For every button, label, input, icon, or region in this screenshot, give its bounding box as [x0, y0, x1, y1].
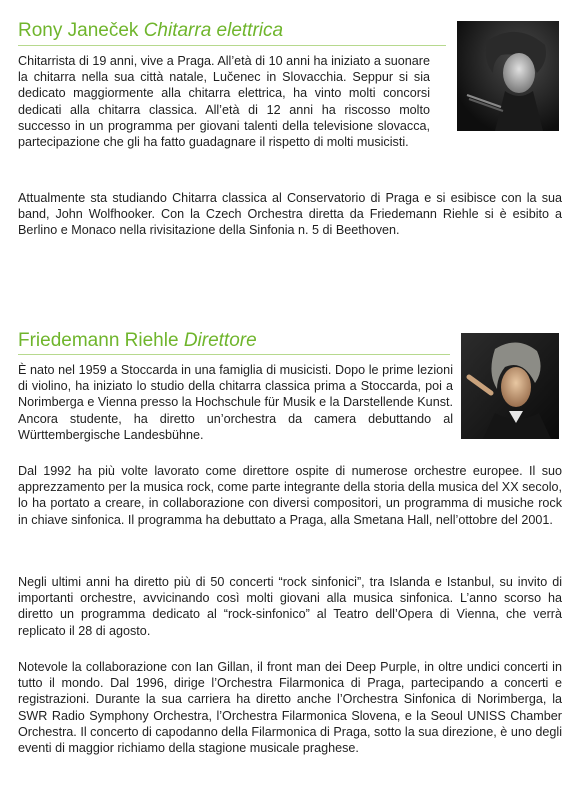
performer-role: Chitarra elettrica: [143, 20, 284, 41]
performer-name: Friedemann Riehle: [18, 330, 179, 351]
bio-paragraph: Negli ultimi anni ha diretto più di 50 concerti “rock sinfonici”, tra Islanda e Istanbul, su invito di importanti orchestre, avvicinando così molti giovani alla musica sinfonica. L’anno scorso ha diretto un programma dedicato al “rock-sinfonico” al Teatro dell’Opera di Vienna, che verrà replicato il 28 di agosto.: [18, 575, 562, 638]
section-heading: [18, 330, 257, 352]
performer-name: Rony Janeček: [18, 20, 139, 41]
section-heading: [18, 20, 283, 42]
bio-paragraph: Notevole la collaborazione con Ian Gillan, il front man dei Deep Purple, in oltre undici concerti in tutto il mondo. Dal 1996, dirige l’Orchestra Filarmonica di Praga, partecipando a concerti e registrazioni. Durante la sua carriera ha diretto anche l’Orchestra Sinfonica di Norimberga, la SWR Radio Symphony Orchestra, l’Orchestra Filarmonica Slovena, e la Seoul UNISS Chamber Orchestra. Il concerto di capodanno della Filarmonica di Praga, sotto la sua direzione, è uno degli eventi di maggior richiamo della stagione musicale praghese.: [18, 660, 562, 756]
portrait-photo-janecek: [457, 21, 559, 131]
bio-paragraph: È nato nel 1959 a Stoccarda in una famiglia di musicisti. Dopo le prime lezioni di violino, ha iniziato lo studio della chitarra classica prima a Stoccarda, poi a Norimberga e Vienna presso la Hochschule für Musik e la Darstellende Kunst. Ancora studente, ha diretto un’orchestra da camera debuttando al Württembergische Landesbühne.: [18, 363, 453, 442]
bio-paragraph: Attualmente sta studiando Chitarra classica al Conservatorio di Praga e si esibisce con la sua band, John Wolfhooker. Con la Czech Orchestra diretta da Friedemann Riehle si è esibito a Berlino e Monaco nella rivisitazione della Sinfonia n. 5 di Beethoven.: [18, 191, 562, 238]
heading-divider: [18, 354, 450, 355]
heading-divider: [18, 45, 446, 46]
bio-paragraph: Chitarrista di 19 anni, vive a Praga. All’età di 10 anni ha iniziato a suonare la chitarra nella sua città natale, Lučenec in Slovacchia. Seppur si sia dedicato maggiormente alla chitarra elettrica, ha vinto molti concorsi dedicati alla chitarra classica. All’età di 12 anni ha riscosso molto successo in un programma per giovani talenti della televisione slovacca, partecipazione che gli ha fatto guadagnare il rispetto di molti musicisti.: [18, 54, 430, 150]
bio-paragraph: Dal 1992 ha più volte lavorato come direttore ospite di numerose orchestre europee. Il suo apprezzamento per la musica rock, come parte integrante della storia della musica del XX secolo, lo ha portato a creare, in collaborazione con diversi compositori, un programma di musiche rock in chiave sinfonica. Il programma ha debuttato a Praga, alla Smetana Hall, nell’ottobre del 2001.: [18, 464, 562, 527]
portrait-guitarist-icon: [457, 21, 559, 131]
portrait-conductor-icon: [461, 333, 559, 439]
performer-role: Direttore: [183, 330, 257, 351]
portrait-photo-riehle: [461, 333, 559, 439]
